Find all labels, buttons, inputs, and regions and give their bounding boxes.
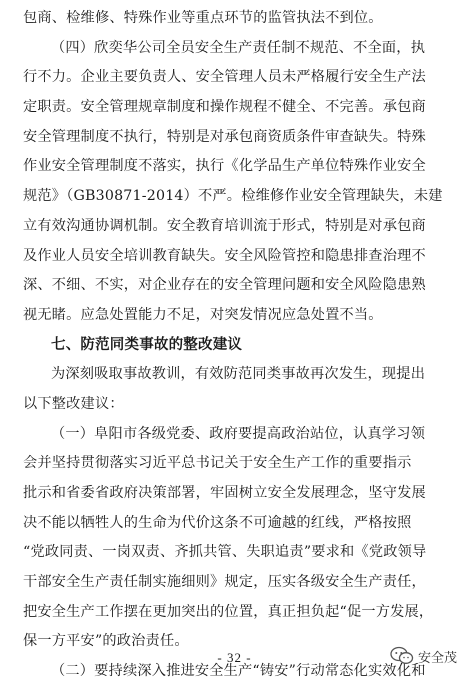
text-line: 行不力。企业主要负责人、安全管理人员未严格履行安全生产法 xyxy=(23,69,426,86)
watermark xyxy=(390,646,457,666)
text-line: （一）阜阳市各级党委、政府要提高政治站位，认真学习领 xyxy=(51,425,426,442)
text-line: 深、不细、不实，对企业存在的安全管理问题和安全风险隐患熟 xyxy=(23,277,426,294)
wechat-icon xyxy=(390,646,414,666)
page-number: - 32 - xyxy=(217,650,252,665)
text-line: 保一方平安”的政治责任。 xyxy=(23,633,189,650)
text-line: 批示和省委省政府决策部署，牢固树立安全发展理念，坚守发展 xyxy=(23,485,426,501)
text-line: 干部安全生产责任制实施细则》规定，压实各级安全生产责任， xyxy=(23,574,426,591)
text-line: 定职责。安全管理规章制度和操作规程不健全、不完善。承包商 xyxy=(23,99,426,116)
text-line: 为深刻吸取事故教训，有效防范同类事故再次发生，现提出 xyxy=(51,366,426,383)
watermark-label: 安全茂 xyxy=(417,650,457,666)
text-line: 把安全生产工作摆在更加突出的位置，真正担负起“促一方发展， xyxy=(23,603,434,620)
text-line: 安全管理制度不执行，特别是对承包商资质条件审查缺失。特殊 xyxy=(23,128,426,145)
document-body xyxy=(23,4,449,687)
text-line: （二）要持续深入推进安全生产“铸安”行动常态化实效化和 xyxy=(51,663,426,680)
section-heading: 七、防范同类事故的整改建议 xyxy=(51,336,243,353)
text-line: 规范》（GB30871-2014）不严。检维修作业安全管理缺失，未建 xyxy=(23,188,443,205)
text-line: “党政同责、一岗双责、齐抓共管、失职追责”要求和《党政领导 xyxy=(23,544,427,561)
text-line: （四）欣奕华公司全员安全生产责任制不规范、不全面，执 xyxy=(51,39,426,56)
text-line: 决不能以牺牲人的生命为代价这条不可逾越的红线，严格按照 xyxy=(23,514,412,531)
text-line: 作业安全管理制度不落实，执行《化学品生产单位特殊作业安全 xyxy=(23,158,426,175)
text-line: 立有效沟通协调机制。安全教育培训流于形式，特别是对承包商 xyxy=(23,217,426,234)
text-line: 及作业人员安全培训教育缺失。安全风险管控和隐患排查治理不 xyxy=(23,247,426,264)
text-line: 会并坚持贯彻落实习近平总书记关于安全生产工作的重要指示 xyxy=(23,455,412,472)
text-line: 视无睹。应急处置能力不足，对突发情况应急处置不当。 xyxy=(23,306,383,323)
text-line: 包商、检维修、特殊作业等重点环节的监管执法不到位。 xyxy=(23,10,383,26)
text-line: 以下整改建议： xyxy=(23,395,124,412)
